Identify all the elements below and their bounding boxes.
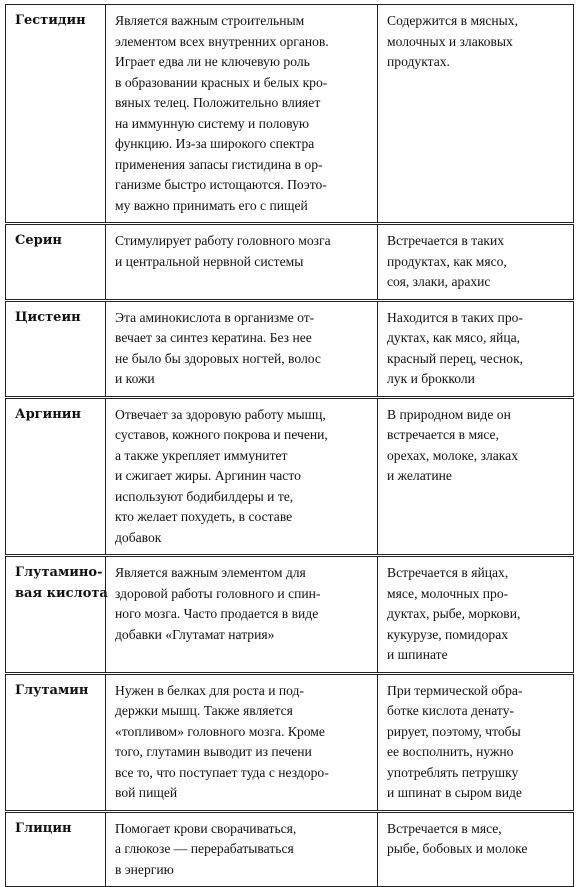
text-line: лук и брокколи: [387, 371, 475, 386]
function-cell: [106, 397, 378, 556]
text-line: Является важным строительным: [115, 13, 305, 28]
text-line: Эта аминокислота в организме от-: [115, 309, 315, 325]
text-line: ее восполнить, нужно: [387, 744, 514, 759]
source-cell: [378, 397, 574, 556]
table-row: [6, 811, 574, 887]
text-line: в образовании красных и белых кро-: [115, 74, 328, 90]
text-line: Встречается в мясе,: [387, 820, 502, 836]
text-line: вяных телец. Положительно влияет: [115, 95, 321, 110]
text-line: в энергию: [115, 861, 174, 877]
amino-acid-name-cell: [6, 811, 106, 887]
document-page: [5, 4, 573, 887]
source-cell: [378, 5, 574, 224]
text-line: продуктах, как мясо,: [387, 253, 507, 269]
text-line: «топливом» головного мозга. Кроме: [115, 723, 325, 739]
text-line: здоровой работы головного и спин-: [115, 585, 321, 601]
text-line: Помогает крови сворачиваться,: [115, 820, 297, 836]
text-line: красный перец, чеснок,: [387, 350, 524, 366]
text-line: вечает за синтез кератина. Без нее: [115, 330, 312, 345]
text-line: Серин: [15, 233, 62, 248]
text-line: на иммунную систему и половую: [115, 115, 310, 131]
text-line: рирует, поэтому, чтобы: [387, 723, 521, 739]
text-line: Глицин: [15, 820, 72, 836]
text-line: добавок: [115, 529, 162, 545]
source-cell: [378, 556, 574, 674]
text-line: и кожи: [115, 371, 155, 386]
text-line: применения запасы гистидина в ор-: [115, 156, 323, 172]
text-line: и центральной нервной системы: [115, 253, 304, 269]
text-line: продуктах.: [387, 54, 450, 69]
text-line: и сжигает жиры. Аргинин часто: [115, 468, 301, 483]
text-line: кукурузе, помидорах: [387, 626, 509, 642]
text-line: ного мозга. Часто продается в виде: [115, 606, 319, 621]
text-line: того, глутамин выводит из печени: [115, 744, 312, 759]
text-line: а также укрепляет иммунитет: [115, 447, 288, 463]
text-line: вой пищей: [115, 785, 178, 800]
text-line: не было бы здоровых ногтей, волос: [115, 350, 321, 366]
text-line: а глюкозе — перерабатываться: [115, 841, 294, 856]
text-line: Стимулирует работу головного мозга: [115, 233, 331, 248]
text-line: употреблять петрушку: [387, 764, 519, 780]
text-line: добавки «Глутамат натрия»: [115, 626, 275, 642]
text-line: мясе, молочных про-: [387, 585, 509, 601]
text-line: рыбе, бобовых и молоке: [387, 841, 528, 856]
text-line: орехах, молоке, злаках: [387, 447, 519, 463]
text-line: Находится в таких про-: [387, 309, 523, 325]
table-row: [6, 224, 574, 301]
function-cell: [106, 673, 378, 811]
text-line: Встречается в яйцах,: [387, 565, 509, 580]
text-line: используют бодибилдеры и те,: [115, 488, 294, 504]
amino-acid-name-cell: [6, 556, 106, 674]
text-line: элементом всех внутренних органов.: [115, 33, 329, 49]
text-line: встречается в мясе,: [387, 427, 499, 442]
text-line: Является важным элементом для: [115, 565, 306, 580]
text-line: Глутамин: [15, 682, 89, 698]
text-line: кто желает похудеть, в составе: [115, 509, 293, 524]
text-line: Нужен в белках для роста и под-: [115, 682, 305, 698]
text-line: суставов, кожного покрова и печени,: [115, 427, 328, 442]
amino-acid-name-cell: [6, 397, 106, 556]
source-cell: [378, 811, 574, 887]
table-body: [6, 5, 574, 887]
text-line: Глутамино-: [15, 565, 103, 580]
amino-acid-name-cell: [6, 673, 106, 811]
text-line: и желатине: [387, 468, 452, 483]
table-row: [6, 397, 574, 556]
table-row: [6, 556, 574, 674]
text-line: му важно принимать его с пищей: [115, 197, 308, 213]
text-line: Встречается в таких: [387, 233, 505, 248]
text-line: Гестидин: [15, 13, 86, 28]
text-line: Аргинин: [15, 406, 81, 422]
amino-acid-name-cell: [6, 224, 106, 301]
text-line: дуктах, как мясо, яйца,: [387, 330, 521, 345]
text-line: ганизме быстро истощаются. Поэто-: [115, 177, 327, 192]
text-line: В природном виде он: [387, 406, 511, 422]
text-line: держки мышц. Также является: [115, 703, 293, 718]
function-cell: [106, 556, 378, 674]
text-line: молочных и злаковых: [387, 33, 513, 49]
table-row: [6, 5, 574, 224]
text-line: Отвечает за здоровую работу мышц,: [115, 406, 326, 422]
text-line: функцию. Из-за широкого спектра: [115, 136, 315, 151]
function-cell: [106, 224, 378, 301]
text-line: и шпинате: [387, 647, 448, 662]
table-row: [6, 300, 574, 397]
table-row: [6, 673, 574, 811]
text-line: При термической обра-: [387, 682, 523, 698]
function-cell: [106, 5, 378, 224]
source-cell: [378, 673, 574, 811]
text-line: Содержится в мясных,: [387, 13, 518, 28]
function-cell: [106, 300, 378, 397]
text-line: ботке кислота денату-: [387, 703, 515, 718]
text-line: вая кислота: [15, 585, 108, 601]
amino-acid-name-cell: [6, 5, 106, 224]
text-line: и шпинат в сыром виде: [387, 785, 522, 800]
text-line: Цистеин: [15, 309, 81, 325]
text-line: Играет едва ли не ключевую роль: [115, 54, 310, 69]
text-line: дуктах, рыбе, моркови,: [387, 606, 521, 621]
text-line: соя, злаки, арахис: [387, 274, 491, 289]
source-cell: [378, 224, 574, 301]
amino-acid-table: [5, 4, 574, 887]
source-cell: [378, 300, 574, 397]
function-cell: [106, 811, 378, 887]
amino-acid-name-cell: [6, 300, 106, 397]
text-line: все то, что поступает туда с нездоро-: [115, 764, 329, 780]
